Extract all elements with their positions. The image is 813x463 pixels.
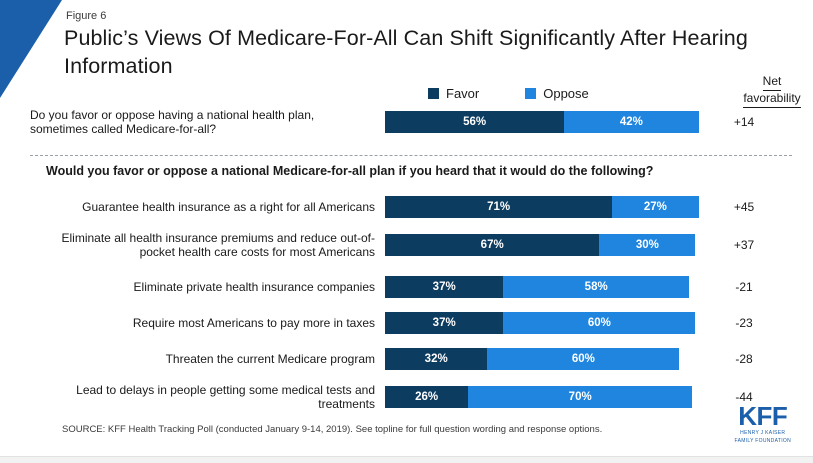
- bar-oppose: 27%: [612, 196, 698, 218]
- subquestion-text: Would you favor or oppose a national Medicare-for-all plan if you heard that it would do the following?: [46, 164, 654, 178]
- bar-oppose: 60%: [487, 348, 679, 370]
- page-title: Public’s Views Of Medicare-For-All Can Shift Significantly After Hearing Information: [64, 26, 748, 78]
- row-net-value: -44: [735, 390, 753, 404]
- row-label: Lead to delays in people getting some medical tests and treatments: [76, 382, 375, 411]
- row-label: Eliminate private health insurance companies: [133, 279, 375, 294]
- row-net-value: -28: [735, 352, 753, 366]
- row-label: Threaten the current Medicare program: [165, 351, 375, 366]
- bar-favor: 32%: [385, 348, 487, 370]
- row-bars: [385, 276, 705, 298]
- bar-oppose: 58%: [503, 276, 689, 298]
- legend-swatch-favor: [428, 88, 439, 99]
- kff-logo-sub1: HENRY J KAISER: [740, 430, 786, 436]
- net-favorability-header: [735, 74, 809, 108]
- row-label: Require most Americans to pay more in taxes: [132, 315, 375, 330]
- legend-swatch-oppose: [525, 88, 536, 99]
- bar-favor: 37%: [385, 312, 503, 334]
- net-favorability-header-line2: favorability: [743, 91, 800, 108]
- net-favorability-header-line1: Net: [763, 74, 782, 91]
- chart-row: [30, 105, 790, 139]
- source-note: SOURCE: KFF Health Tracking Poll (conducted January 9-14, 2019). See topline for full question wording and response options.: [62, 424, 603, 435]
- slide-bottom-rule: [0, 456, 813, 463]
- chart-row: [30, 342, 790, 376]
- row-bars: [385, 348, 705, 370]
- legend-item-favor: [428, 86, 479, 101]
- chart-row: [30, 190, 790, 224]
- chart-row: [30, 380, 790, 414]
- legend-label-oppose: Oppose: [543, 86, 589, 101]
- row-label: Guarantee health insurance as a right for all Americans: [82, 199, 375, 214]
- legend-item-oppose: [525, 86, 589, 101]
- chart-row: [30, 228, 790, 262]
- bar-oppose: 70%: [468, 386, 692, 408]
- row-label: Do you favor or oppose having a national health plan, sometimes called Medicare-for-all?: [30, 107, 315, 136]
- row-net-value: -23: [735, 316, 753, 330]
- row-bars: [385, 312, 705, 334]
- bar-favor: 37%: [385, 276, 503, 298]
- section-divider: [30, 155, 792, 156]
- bar-favor: 56%: [385, 111, 564, 133]
- decorative-corner-wedge: [0, 0, 62, 98]
- bar-favor: 71%: [385, 196, 612, 218]
- bar-favor: 26%: [385, 386, 468, 408]
- row-bars: [385, 196, 705, 218]
- row-bars: [385, 386, 705, 408]
- chart-legend: [428, 86, 589, 101]
- row-net-value: -21: [735, 280, 753, 294]
- figure-label: Figure 6: [66, 10, 107, 22]
- kff-logo-sub2: FAMILY FOUNDATION: [734, 438, 791, 444]
- row-net-value: +45: [733, 200, 755, 214]
- row-label: Eliminate all health insurance premiums and reduce out-of-pocket health care costs for most Americans: [61, 230, 375, 259]
- row-bars: [385, 234, 705, 256]
- legend-label-favor: Favor: [446, 86, 480, 101]
- bar-favor: 67%: [385, 234, 599, 256]
- chart-row: [30, 270, 790, 304]
- row-net-value: +14: [733, 115, 755, 129]
- row-bars: [385, 111, 705, 133]
- kff-logo-mark: KFF: [738, 401, 788, 431]
- kff-logo: [735, 403, 792, 445]
- bar-oppose: 30%: [599, 234, 695, 256]
- row-net-value: +37: [733, 238, 755, 252]
- chart-row: [30, 306, 790, 340]
- bar-oppose: 42%: [564, 111, 698, 133]
- bar-oppose: 60%: [503, 312, 695, 334]
